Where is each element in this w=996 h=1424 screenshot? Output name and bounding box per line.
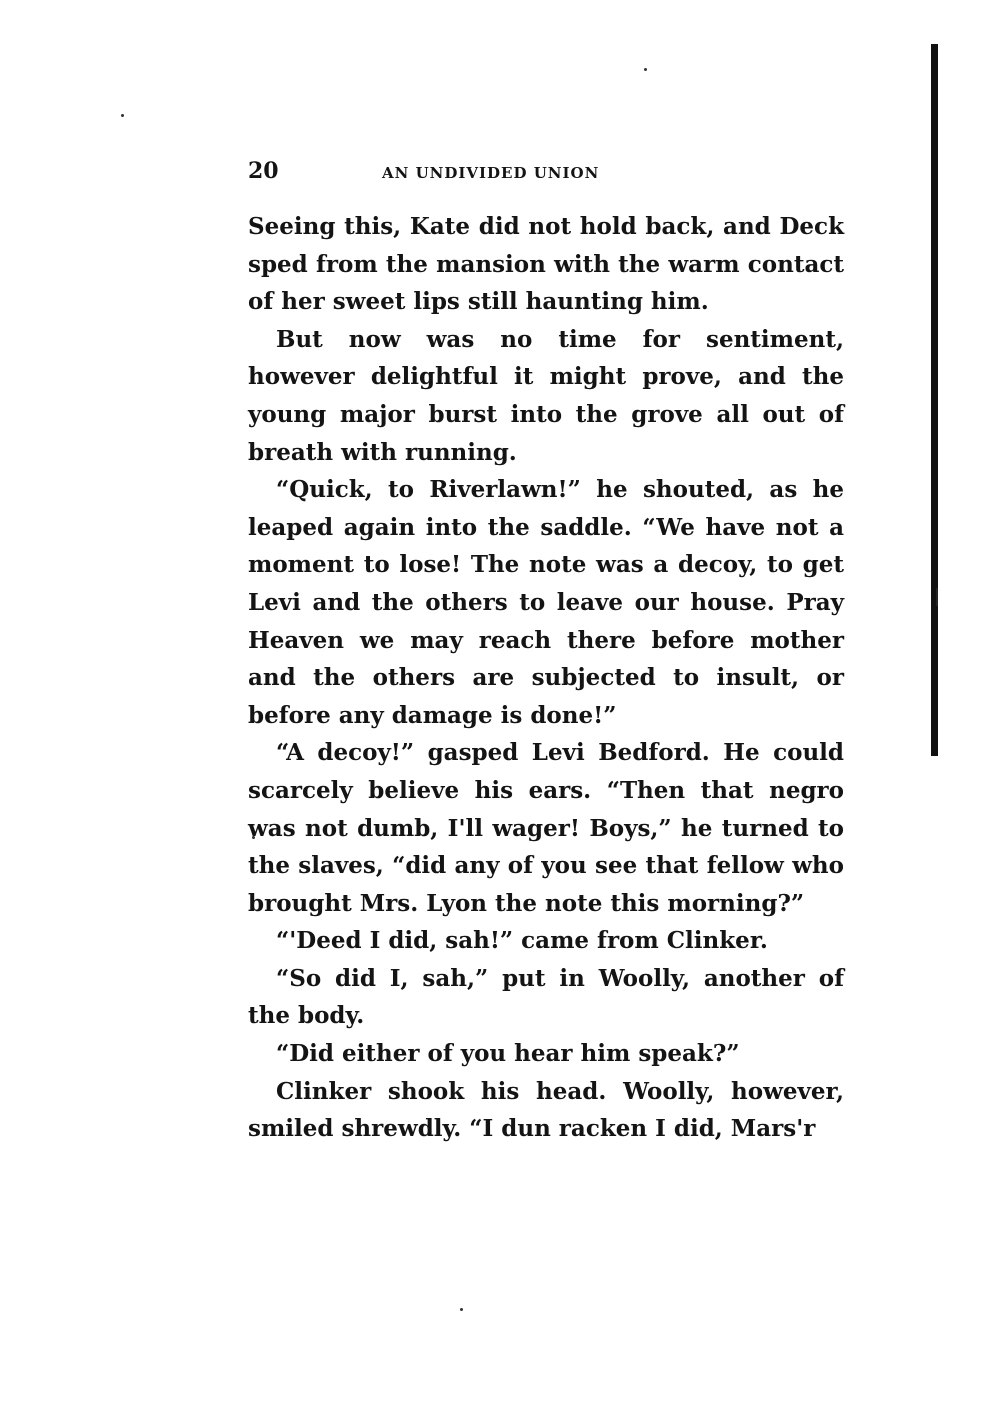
scan-speck — [460, 1308, 463, 1311]
paragraph: But now was no time for sentiment, however delightful it might prove, and the young major burst into the grove all out of breath with running. — [248, 325, 844, 466]
scan-speck — [121, 114, 124, 117]
scan-speck — [644, 68, 647, 71]
paragraph: Seeing this, Kate did not hold back, and Deck sped from the mansion with the warm contact of her sweet lips still haunting him. — [248, 213, 844, 316]
paragraph: “Did either of you hear him speak?” — [276, 1040, 740, 1068]
paragraph: “A decoy!” gasped Levi Bedford. He could scarcely believe his ears. “Then that negro was not dumb, I'll wager! Boys,” he turned to the slaves, “did any of you see that fellow who brought Mrs. Lyon the note this morning?” — [248, 739, 844, 917]
paragraph: “'Deed I did, sah!” came from Clinker. — [276, 927, 768, 955]
book-page — [248, 158, 844, 1148]
body-text — [248, 208, 844, 1148]
scan-edge-shadow — [931, 44, 938, 756]
running-head — [248, 158, 844, 192]
running-title: AN UNDIVIDED UNION — [382, 164, 600, 182]
paragraph: “So did I, sah,” put in Woolly, another of the body. — [248, 964, 844, 1030]
scan-mark — [936, 588, 938, 606]
page-number: 20 — [248, 158, 279, 184]
paragraph: “Quick, to Riverlawn!” he shouted, as he leaped again into the saddle. “We have not a moment to lose! The note was a decoy, to get Levi and the others to leave our house. Pray Heaven we may reach there before mother and the others are subjected to insult, or before any damage is done!” — [248, 476, 844, 729]
paragraph: Clinker shook his head. Woolly, however, smiled shrewdly. “I dun racken I did, Mars'r — [248, 1077, 844, 1143]
